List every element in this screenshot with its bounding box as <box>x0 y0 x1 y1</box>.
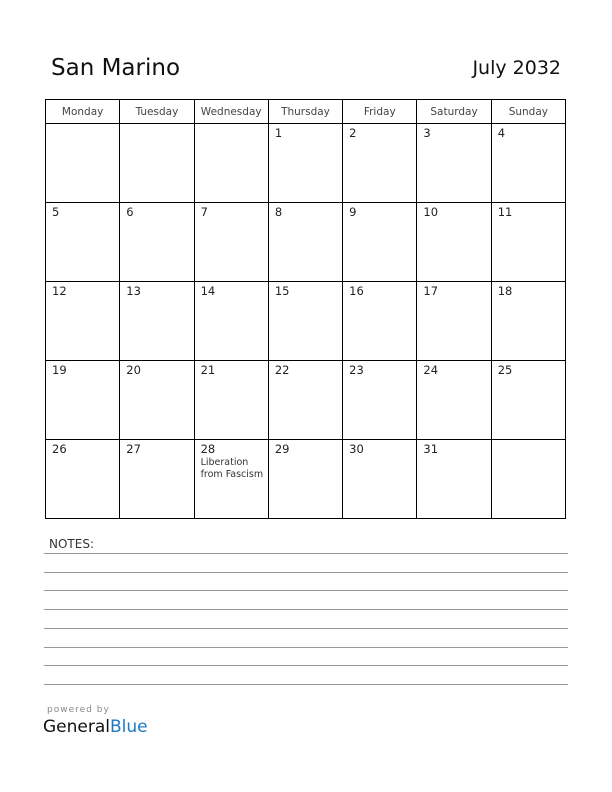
notes-line <box>44 572 568 573</box>
day-cell <box>46 440 120 519</box>
day-cell <box>268 203 342 282</box>
day-cell <box>417 282 491 361</box>
week-row <box>46 203 566 282</box>
week-row <box>46 361 566 440</box>
day-number: 3 <box>423 126 431 140</box>
day-number: 27 <box>126 442 141 456</box>
day-cell <box>194 282 268 361</box>
weekday-header: Wednesday <box>194 100 268 124</box>
day-cell <box>343 203 417 282</box>
day-number: 15 <box>274 284 290 298</box>
day-number: 19 <box>52 363 67 377</box>
week-row <box>46 440 566 519</box>
notes-line <box>44 684 568 685</box>
day-cell <box>268 440 342 519</box>
day-number: 9 <box>349 205 357 219</box>
day-number: 6 <box>126 205 134 219</box>
day-number: 22 <box>274 363 290 377</box>
day-cell <box>120 282 194 361</box>
day-number: 1 <box>274 126 283 140</box>
day-number: 4 <box>497 126 506 140</box>
week-row <box>46 124 566 203</box>
weekday-header: Sunday <box>491 100 565 124</box>
day-cell <box>343 124 417 203</box>
weekday-header: Friday <box>343 100 417 124</box>
day-cell <box>417 203 491 282</box>
day-number: 28 <box>200 442 216 456</box>
day-number: 13 <box>126 284 141 298</box>
day-cell <box>491 282 565 361</box>
day-cell <box>268 361 342 440</box>
day-cell <box>343 440 417 519</box>
day-cell <box>491 124 565 203</box>
day-cell <box>120 203 194 282</box>
calendar-grid <box>45 99 566 519</box>
notes-line <box>44 609 568 610</box>
day-number: 18 <box>497 284 513 298</box>
day-number: 10 <box>423 205 439 219</box>
day-cell <box>46 203 120 282</box>
day-number: 12 <box>52 284 67 298</box>
day-number: 21 <box>200 363 216 377</box>
logo-general: General <box>43 717 110 737</box>
country-title: San Marino <box>51 55 181 81</box>
day-cell <box>46 282 120 361</box>
day-cell <box>46 361 120 440</box>
day-cell <box>120 361 194 440</box>
day-cell <box>194 440 268 519</box>
weekday-header: Tuesday <box>120 100 194 124</box>
day-number: 20 <box>126 363 141 377</box>
generalblue-logo <box>43 717 148 737</box>
day-cell <box>417 124 491 203</box>
day-number: 14 <box>200 284 216 298</box>
day-number: 16 <box>349 284 364 298</box>
day-number: 17 <box>423 284 439 298</box>
day-cell <box>491 440 565 519</box>
holiday-label: Liberation from Fascism <box>200 457 264 480</box>
day-number: 30 <box>349 442 364 456</box>
day-cell <box>268 124 342 203</box>
day-number: 26 <box>52 442 67 456</box>
weekday-header: Saturday <box>417 100 491 124</box>
day-cell <box>120 124 194 203</box>
day-number: 11 <box>497 205 513 219</box>
powered-by: powered by <box>47 705 110 715</box>
weekday-header: Thursday <box>268 100 342 124</box>
day-cell <box>343 282 417 361</box>
day-cell <box>491 203 565 282</box>
day-cell <box>417 440 491 519</box>
logo-blue: Blue <box>110 717 148 737</box>
day-number: 24 <box>423 363 439 377</box>
week-row <box>46 282 566 361</box>
day-cell <box>268 282 342 361</box>
day-cell <box>343 361 417 440</box>
day-cell <box>194 203 268 282</box>
day-number: 31 <box>423 442 439 456</box>
day-number: 25 <box>497 363 513 377</box>
day-cell <box>194 361 268 440</box>
notes-line <box>44 553 568 554</box>
day-number: 8 <box>274 205 283 219</box>
day-cell <box>417 361 491 440</box>
day-cell <box>120 440 194 519</box>
notes-label: NOTES: <box>49 537 94 551</box>
notes-line <box>44 665 568 666</box>
day-cell <box>46 124 120 203</box>
day-number: 2 <box>349 126 357 140</box>
notes-line <box>44 628 568 629</box>
day-number: 23 <box>349 363 364 377</box>
day-cell <box>491 361 565 440</box>
month-title: July 2032 <box>472 57 561 79</box>
notes-line <box>44 590 568 591</box>
day-cell <box>194 124 268 203</box>
day-number: 29 <box>274 442 290 456</box>
notes-line <box>44 647 568 648</box>
day-number: 7 <box>200 205 208 219</box>
day-number: 5 <box>52 205 60 219</box>
weekday-header: Monday <box>46 100 120 124</box>
